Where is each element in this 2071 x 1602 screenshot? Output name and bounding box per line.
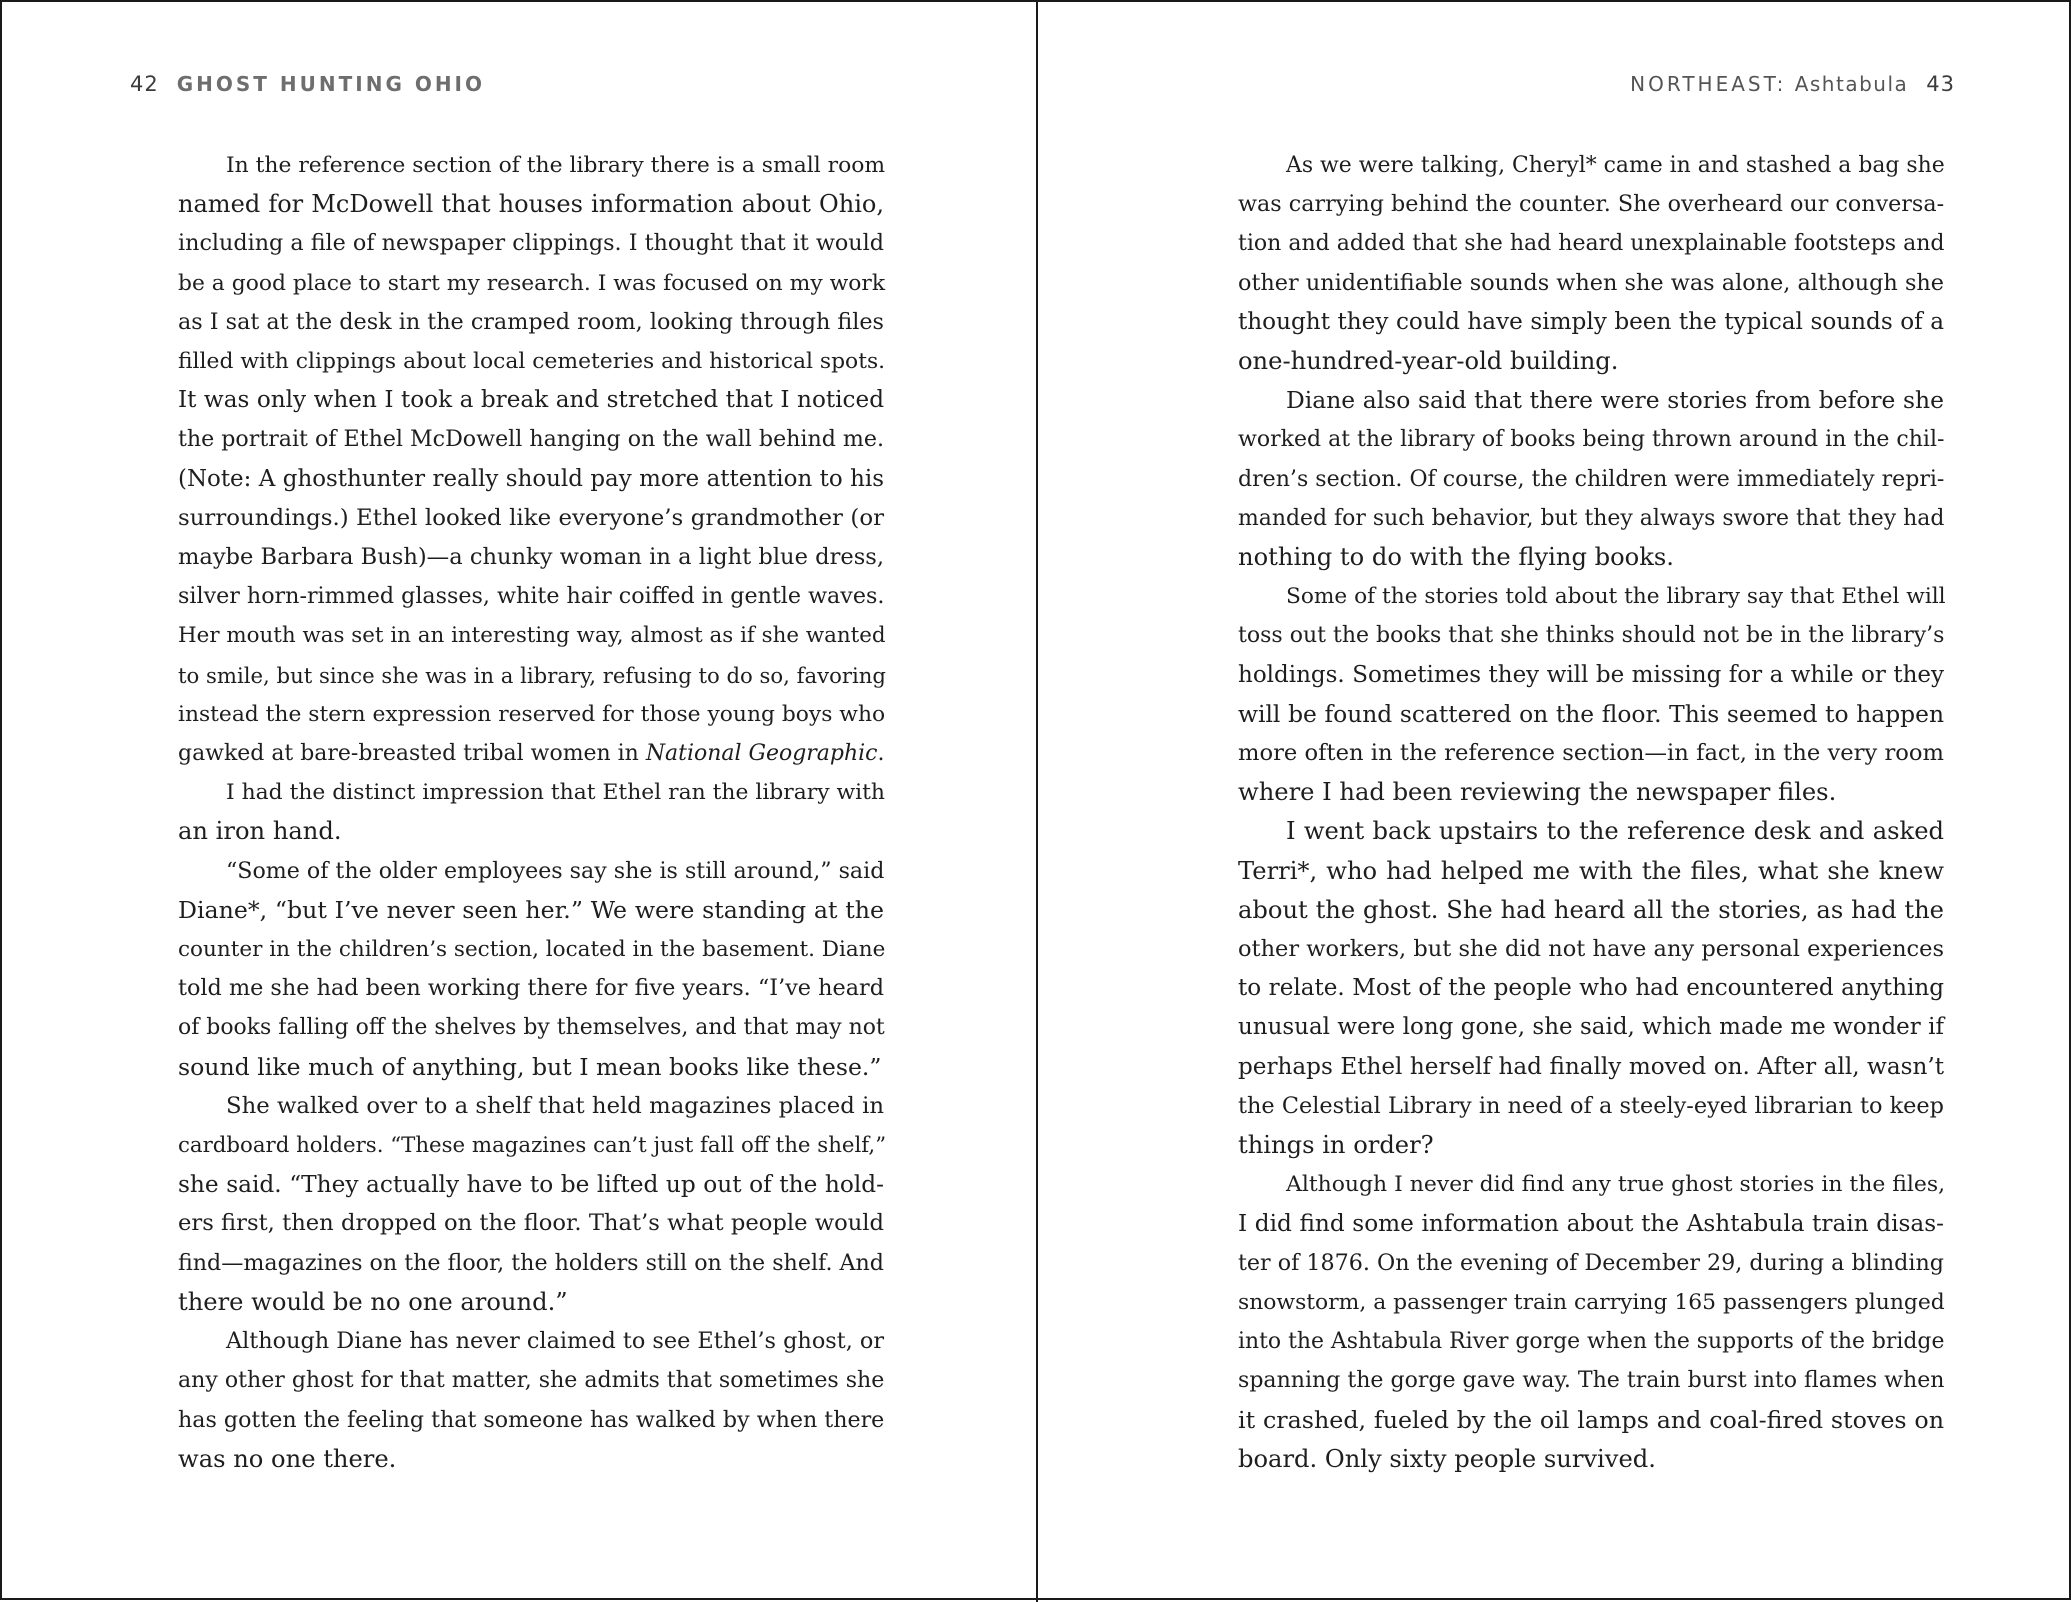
right-page-number: 43 [1926, 72, 1955, 96]
text-line: into the Ashtabula River gorge when the supports of the bridge [1238, 1329, 1945, 1355]
text-line: one-hundred-year-old building. [1238, 347, 1619, 376]
text-line: any other ghost for that matter, she admits that sometimes she [178, 1368, 885, 1394]
left-page-number: 42 [130, 72, 159, 96]
text-line: Although I never did find any true ghost stories in the files, [1286, 1172, 1946, 1198]
text-line: dren’s section. Of course, the children were immediately repri- [1238, 466, 1945, 492]
paragraph [130, 146, 884, 773]
text-line: board. Only sixty people survived. [1238, 1444, 1656, 1473]
text-line: about the ghost. She had heard all the stories, as had the [1238, 895, 1944, 924]
text-line: filled with clippings about local cemeteries and historical spots. [178, 349, 886, 375]
text-line: there would be no one around.” [178, 1287, 568, 1316]
text-line: It was only when I took a break and stretched that I noticed [178, 387, 884, 414]
paragraph [1190, 812, 1944, 1165]
text-line: she said. “They actually have to be lifted up out of the hold- [178, 1171, 884, 1199]
text-line: named for McDowell that houses information about Ohio, [178, 190, 884, 219]
text-line: to relate. Most of the people who had encountered anything [1238, 975, 1944, 1002]
text-line: to smile, but since she was in a library, refusing to do so, favoring [178, 662, 886, 688]
text-line: She walked over to a shelf that held magazines placed in [226, 1092, 884, 1119]
text-line: things in order? [1238, 1131, 1434, 1160]
text-line: an iron hand. [178, 817, 342, 846]
text-line: unusual were long gone, she said, which made me wonder if [1238, 1014, 1944, 1041]
paragraph [130, 1322, 884, 1479]
book-title: GHOST HUNTING OHIO [176, 72, 486, 96]
text-line: Diane also said that there were stories from before she [1286, 386, 1944, 415]
text-line: I went back upstairs to the reference desk and asked [1286, 817, 1944, 846]
left-body-text [130, 146, 887, 1479]
text-line: Her mouth was set in an interesting way, almost as if she wanted [178, 623, 886, 649]
paragraph [1190, 381, 1944, 577]
right-body-text [1190, 146, 1944, 1479]
text-line: has gotten the feeling that someone has walked by when there [178, 1406, 885, 1433]
text-line: In the reference section of the library there is a small room [226, 153, 886, 178]
text-line: spanning the gorge gave way. The train burst into flames when [1238, 1368, 1945, 1394]
text-line: of books falling off the shelves by themselves, and that may not [178, 1015, 885, 1041]
text-line: it crashed, fueled by the oil lamps and coal-fired stoves on [1238, 1405, 1944, 1434]
text-line: will be found scattered on the floor. This seemed to happen [1238, 699, 1944, 728]
text-line: cardboard holders. “These magazines can’t just fall off the shelf,” [178, 1133, 887, 1159]
text-line: tion and added that she had heard unexplainable footsteps and [1238, 231, 1945, 257]
paragraph [130, 852, 884, 1087]
text-line: thought they could have simply been the typical sounds of a [1238, 308, 1944, 335]
text-line: Although Diane has never claimed to see Ethel’s ghost, or [226, 1328, 885, 1355]
text-line: the portrait of Ethel McDowell hanging on the wall behind me. [178, 426, 885, 453]
text-line: instead the stern expression reserved for those young boys who [178, 701, 886, 727]
text-line: the Celestial Library in need of a steely-eyed librarian to keep [1238, 1092, 1944, 1119]
text-line: surroundings.) Ethel looked like everyone’s grandmother (or [178, 504, 884, 531]
text-line: other workers, but she did not have any personal experiences [1238, 936, 1944, 963]
paragraph [1190, 146, 1944, 381]
text-line: ers first, then dropped on the floor. That’s what people would [178, 1210, 884, 1237]
text-line [130, 734, 884, 773]
text-line: toss out the books that she thinks should not be in the library’s [1238, 623, 1945, 649]
text-line: I had the distinct impression that Ethel ran the library with [226, 780, 886, 806]
text-line: Terri*, who had helped me with the files, what she knew [1238, 856, 1944, 885]
text-line: was no one there. [178, 1444, 397, 1473]
text-line: worked at the library of books being thrown around in the chil- [1238, 427, 1945, 453]
text-line: “Some of the older employees say she is still around,” said [226, 857, 885, 884]
text-line: holdings. Sometimes they will be missing for a while or they [1238, 661, 1944, 688]
text-line: more often in the reference section—in fact, in the very room [1238, 740, 1944, 767]
text-line: As we were talking, Cheryl* came in and stashed a bag she [1286, 153, 1945, 178]
right-running-head [1630, 72, 1955, 96]
text-line: ter of 1876. On the evening of December 29, during a blinding [1238, 1249, 1945, 1276]
paragraph [1190, 577, 1944, 812]
paragraph [1190, 1165, 1944, 1479]
chapter-region: NORTHEAST: [1630, 72, 1787, 96]
text-line: perhaps Ethel herself had finally moved on. After all, wasn’t [1238, 1053, 1944, 1080]
paragraph [130, 1087, 887, 1322]
text-line: as I sat at the desk in the cramped room, looking through files [178, 308, 884, 335]
text-line: sound like much of anything, but I mean books like these.” [178, 1052, 882, 1081]
left-page [2, 2, 1036, 1602]
text-line: other unidentifiable sounds when she was alone, although she [1238, 269, 1944, 296]
text-line: find—magazines on the floor, the holders still on the shelf. And [178, 1249, 884, 1276]
text-line: nothing to do with the flying books. [1238, 543, 1675, 572]
text-line: manded for such behavior, but they always swore that they had [1238, 505, 1945, 531]
text-line: counter in the children’s section, located in the basement. Diane [178, 937, 886, 963]
chapter-place: Ashtabula [1794, 72, 1909, 96]
text-line: told me she had been working there for five years. “I’ve heard [178, 975, 884, 1002]
text-fragment: . [877, 741, 885, 767]
text-line: Diane*, “but I’ve never seen her.” We were standing at the [178, 895, 884, 924]
text-line: maybe Barbara Bush)—a chunky woman in a light blue dress, [178, 544, 884, 571]
magazine-title: National Geographic [645, 741, 878, 767]
text-line: was carrying behind the counter. She overheard our conversa- [1238, 191, 1945, 218]
text-line: (Note: A ghosthunter really should pay more attention to his [178, 465, 884, 492]
text-line: including a file of newspaper clippings. I thought that it would [178, 230, 884, 257]
text-line: silver horn-rimmed glasses, white hair coiffed in gentle waves. [178, 583, 885, 610]
paragraph [130, 773, 884, 851]
text-fragment: gawked at bare-breasted tribal women in [178, 741, 646, 767]
right-page [1038, 2, 2071, 1602]
text-line: Some of the stories told about the library say that Ethel will [1286, 584, 1946, 610]
left-running-head [130, 72, 485, 96]
text-line: snowstorm, a passenger train carrying 165 passengers plunged [1238, 1289, 1945, 1315]
text-line: where I had been reviewing the newspaper files. [1238, 778, 1837, 807]
text-line: be a good place to start my research. I was focused on my work [178, 270, 886, 296]
text-line: I did find some information about the Ashtabula train disas- [1238, 1210, 1944, 1238]
